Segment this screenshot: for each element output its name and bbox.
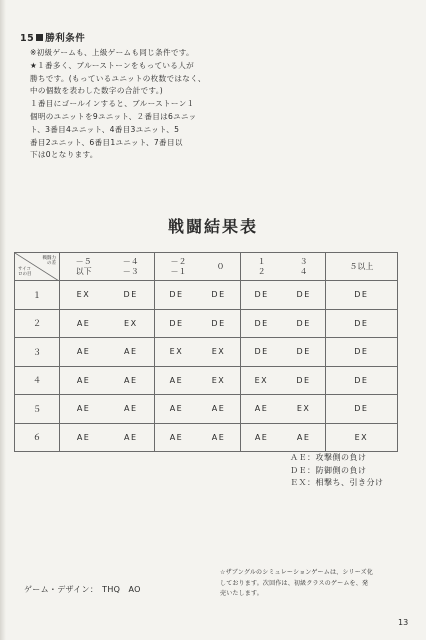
result-cell bbox=[325, 309, 397, 338]
result-cell: AE bbox=[124, 404, 138, 414]
result-cell: AE bbox=[296, 432, 311, 442]
result-cell-pair bbox=[155, 309, 240, 338]
result-cell-pair bbox=[60, 338, 155, 367]
result-cell: AE bbox=[76, 375, 91, 385]
result-cell: AE bbox=[254, 404, 269, 414]
result-cell-pair bbox=[60, 366, 155, 395]
die-roll-cell: １ bbox=[15, 281, 60, 310]
result-cell: AE bbox=[211, 404, 226, 414]
result-cell: DE bbox=[296, 347, 311, 357]
die-roll-cell: ２ bbox=[15, 309, 60, 338]
result-cell: DE bbox=[169, 290, 184, 300]
result-cell bbox=[325, 395, 397, 424]
result-cell: AE bbox=[76, 404, 91, 414]
result-cell: DE bbox=[296, 375, 311, 385]
result-cell: DE bbox=[254, 318, 269, 328]
column-header: －２ －１ ０ bbox=[155, 253, 240, 281]
note-line: 売いたします。 bbox=[220, 590, 263, 597]
rules-line: ★１番多く、ブルーストーンをもっている人が bbox=[30, 60, 194, 70]
rules-line: 中の個数を表わした数字の合計です。) bbox=[30, 86, 164, 96]
result-cell-text: DE bbox=[354, 347, 369, 357]
result-cell: AE bbox=[76, 347, 91, 357]
result-cell-pair bbox=[240, 395, 325, 424]
result-cell: DE bbox=[254, 290, 269, 300]
victory-rules-text bbox=[30, 47, 330, 162]
result-cell: AE bbox=[124, 432, 138, 442]
design-credit bbox=[24, 584, 141, 595]
corner-bottom-label: サイコ ロの目 bbox=[18, 267, 32, 277]
result-cell: DE bbox=[296, 318, 311, 328]
result-cell-pair bbox=[60, 423, 155, 452]
die-roll-cell: ３ bbox=[15, 338, 60, 367]
result-cell-pair bbox=[155, 395, 240, 424]
section-number: 15 bbox=[20, 33, 35, 44]
result-cell: EX bbox=[211, 375, 226, 385]
die-roll-cell: ６ bbox=[15, 423, 60, 452]
die-roll-cell: ４ bbox=[15, 366, 60, 395]
result-cell: DE bbox=[169, 318, 184, 328]
result-cell: AE bbox=[76, 318, 91, 328]
die-roll-cell: ５ bbox=[15, 395, 60, 424]
result-cell-pair bbox=[240, 423, 325, 452]
result-cell: AE bbox=[124, 347, 138, 357]
page-binding-edge bbox=[0, 0, 6, 640]
rules-line: 勝ちです。(もっているユニットの枚数ではなく、 bbox=[30, 73, 206, 83]
rules-line: ※初級ゲームも、上級ゲームも同じ条件です。 bbox=[30, 48, 194, 57]
legend-item: ＥＸ：相撃ち、引き分け bbox=[290, 478, 384, 487]
result-cell: AE bbox=[211, 432, 226, 442]
result-cell: EX bbox=[296, 404, 311, 414]
result-cell: AE bbox=[169, 432, 184, 442]
rules-line: 個明のユニットを9ユニット、２番目は6ユニッ bbox=[30, 111, 197, 121]
result-cell: AE bbox=[76, 432, 91, 442]
result-cell-pair bbox=[155, 338, 240, 367]
corner-cell bbox=[15, 253, 60, 281]
column-header: １ ２ ３ ４ bbox=[240, 253, 325, 281]
result-cell: DE bbox=[254, 347, 269, 357]
result-cell: AE bbox=[254, 432, 269, 442]
result-cell-pair bbox=[240, 309, 325, 338]
rules-line: １番目にゴールインすると、ブルーストーン１ bbox=[30, 99, 195, 109]
table-row bbox=[15, 423, 398, 452]
result-cell-text: EX bbox=[354, 432, 369, 442]
result-cell: EX bbox=[124, 318, 138, 328]
table-row bbox=[15, 395, 398, 424]
result-cell bbox=[325, 281, 397, 310]
page-number: 13 bbox=[398, 618, 409, 627]
result-cell-text: DE bbox=[354, 318, 369, 328]
note-line: しております。次回作は、初級クラスのゲームを、発 bbox=[220, 579, 369, 587]
result-cell: DE bbox=[211, 290, 226, 300]
result-cell: EX bbox=[211, 347, 226, 357]
credit-value: THQ AO bbox=[102, 585, 141, 594]
result-cell: AE bbox=[169, 375, 184, 385]
result-cell-pair bbox=[155, 366, 240, 395]
credit-label: ゲーム・デザイン： bbox=[24, 585, 99, 594]
result-cell-pair bbox=[240, 366, 325, 395]
result-cell: DE bbox=[123, 290, 138, 300]
combat-results-table bbox=[14, 252, 398, 452]
result-cell bbox=[325, 423, 397, 452]
result-cell-pair bbox=[60, 281, 155, 310]
result-cell-text: DE bbox=[354, 404, 369, 414]
result-cell-text: DE bbox=[354, 375, 369, 385]
rules-line: ト、3番目4ユニット、4番目3ユニット、5 bbox=[30, 124, 180, 134]
result-cell: AE bbox=[124, 375, 138, 385]
table-title: 戦闘結果表 bbox=[167, 217, 258, 236]
corner-top-label: 戦闘力 の差 bbox=[42, 256, 56, 266]
result-cell-text: DE bbox=[354, 290, 369, 300]
result-cell-pair bbox=[240, 281, 325, 310]
result-legend bbox=[290, 452, 384, 490]
header-row bbox=[15, 253, 398, 281]
result-cell-pair bbox=[60, 309, 155, 338]
column-header: ５以上 bbox=[325, 253, 397, 281]
result-cell-pair bbox=[155, 423, 240, 452]
column-header: －５ 以下 －４ －３ bbox=[60, 253, 155, 281]
section-heading bbox=[20, 30, 85, 44]
table-row bbox=[15, 281, 398, 310]
square-bullet-icon bbox=[36, 34, 43, 41]
series-note bbox=[220, 568, 410, 600]
rules-line: 下は0となります。 bbox=[30, 150, 98, 160]
table-row bbox=[15, 338, 398, 367]
section-title: 勝利条件 bbox=[45, 33, 86, 44]
result-cell: EX bbox=[76, 290, 91, 300]
legend-item: ＤＥ：防御側の負け bbox=[290, 465, 367, 475]
result-cell-pair bbox=[240, 338, 325, 367]
rules-line: 番目2ユニット、6番目1ユニット、7番目以 bbox=[30, 137, 183, 147]
legend-item: ＡＥ：攻撃側の負け bbox=[290, 453, 367, 462]
result-cell-pair bbox=[60, 395, 155, 424]
result-cell-pair bbox=[155, 281, 240, 310]
result-cell bbox=[325, 338, 397, 367]
table-row bbox=[15, 309, 398, 338]
result-cell: EX bbox=[254, 375, 269, 385]
result-cell bbox=[325, 366, 397, 395]
result-cell: EX bbox=[169, 347, 184, 357]
result-cell: DE bbox=[296, 290, 311, 300]
result-cell: AE bbox=[169, 404, 184, 414]
note-line: ☆ザブングルのシミュレーションゲームは、シリーズ化 bbox=[220, 569, 374, 576]
result-cell: DE bbox=[211, 318, 226, 328]
table-row bbox=[15, 366, 398, 395]
